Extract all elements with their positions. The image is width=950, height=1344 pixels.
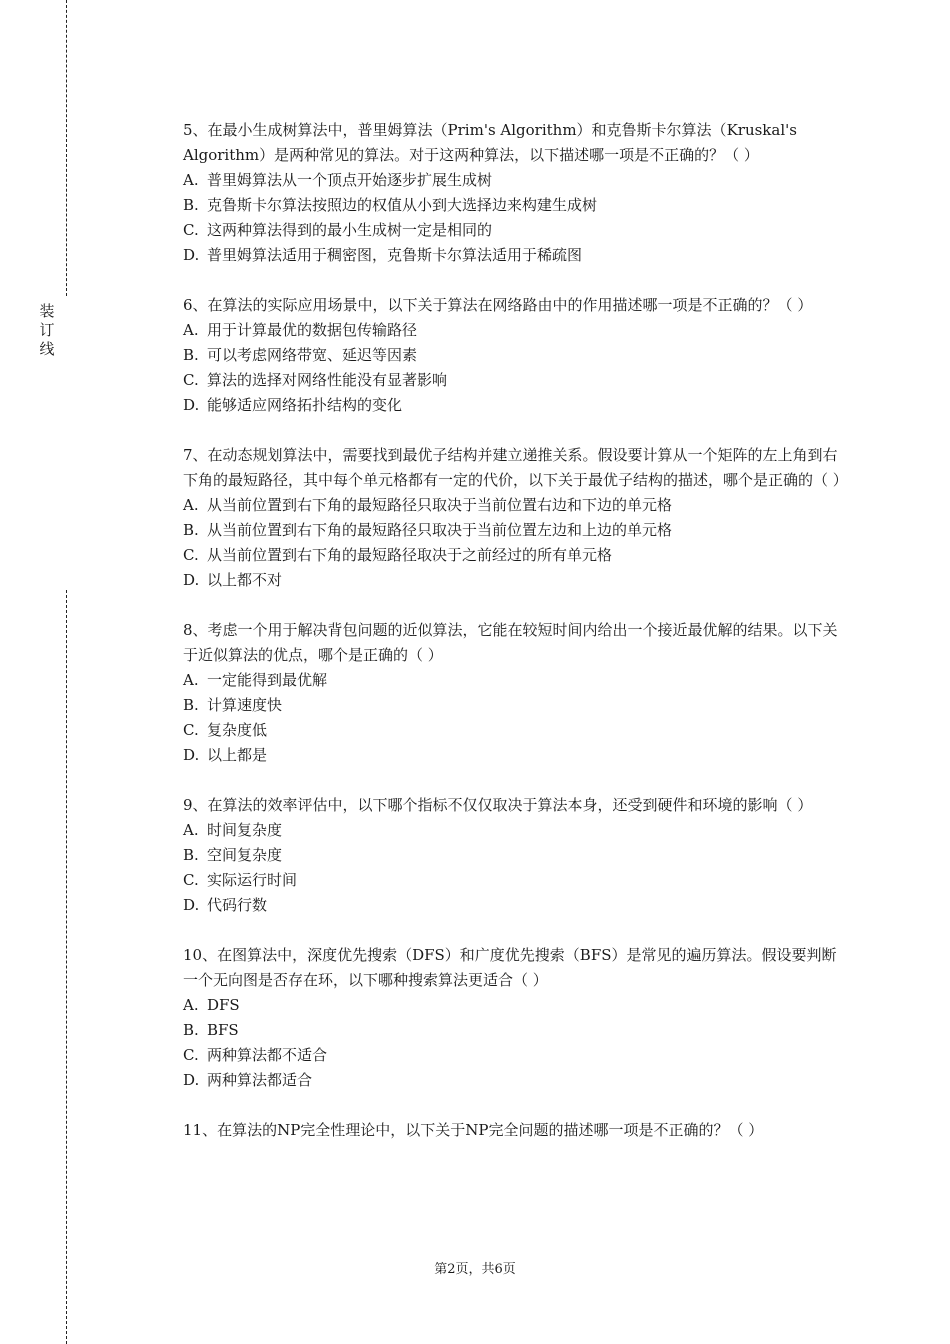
option-letter: D. <box>183 896 200 914</box>
option-letter: D. <box>183 396 200 414</box>
question-stem: 7、在动态规划算法中，需要找到最优子结构并建立递推关系。假设要计算从一个矩阵的左上角到右下角的最短路径，其中每个单元格都有一定的代价，以下关于最优子结构的描述，哪个是正确的（ ） <box>183 446 848 489</box>
option-item <box>183 743 851 768</box>
option-item <box>183 543 851 568</box>
option-text: 计算速度快 <box>207 696 283 714</box>
option-text: 用于计算最优的数据包传输路径 <box>207 321 418 339</box>
option-item <box>183 993 851 1018</box>
page-footer: 第2页，共6页 <box>434 1262 516 1277</box>
option-letter: C. <box>183 221 199 239</box>
option-list <box>183 993 851 1093</box>
option-letter: A. <box>183 496 199 514</box>
option-text: 普里姆算法从一个顶点开始逐步扩展生成树 <box>207 171 493 189</box>
binding-label: 装订线 <box>39 302 55 358</box>
question-stem: 10、在图算法中，深度优先搜索（DFS）和广度优先搜索（BFS）是常见的遍历算法。假设要判断一个无向图是否存在环，以下哪种搜索算法更适合（ ） <box>183 946 837 989</box>
option-item <box>183 1018 851 1043</box>
option-letter: B. <box>183 846 199 864</box>
option-letter: A. <box>183 171 199 189</box>
option-item <box>183 168 851 193</box>
option-text: BFS <box>207 1021 239 1039</box>
question-stem: 9、在算法的效率评估中，以下哪个指标不仅仅取决于算法本身，还受到硬件和环境的影响（ ） <box>183 796 813 814</box>
option-item <box>183 243 851 268</box>
question-block <box>183 943 851 1093</box>
option-item <box>183 343 851 368</box>
option-text: 一定能得到最优解 <box>207 671 328 689</box>
option-text: 算法的选择对网络性能没有显著影响 <box>207 371 448 389</box>
option-text: 复杂度低 <box>207 721 268 739</box>
option-letter: C. <box>183 871 199 889</box>
question-block <box>183 618 851 768</box>
option-list <box>183 668 851 768</box>
question-list <box>183 118 851 1168</box>
option-text: 从当前位置到右下角的最短路径取决于之前经过的所有单元格 <box>207 546 613 564</box>
option-letter: A. <box>183 671 199 689</box>
option-text: DFS <box>207 996 240 1014</box>
option-text: 以上都不对 <box>207 571 283 589</box>
option-text: 两种算法都适合 <box>207 1071 313 1089</box>
option-letter: D. <box>183 1071 200 1089</box>
option-letter: C. <box>183 721 199 739</box>
option-text: 两种算法都不适合 <box>207 1046 328 1064</box>
option-item <box>183 368 851 393</box>
option-list <box>183 318 851 418</box>
option-text: 代码行数 <box>207 896 268 914</box>
option-text: 克鲁斯卡尔算法按照边的权值从小到大选择边来构建生成树 <box>207 196 598 214</box>
option-text: 从当前位置到右下角的最短路径只取决于当前位置右边和下边的单元格 <box>207 496 673 514</box>
option-item <box>183 818 851 843</box>
option-letter: C. <box>183 1046 199 1064</box>
option-text: 普里姆算法适用于稠密图，克鲁斯卡尔算法适用于稀疏图 <box>207 246 583 264</box>
binding-line-bottom <box>66 590 67 1344</box>
option-text: 空间复杂度 <box>207 846 283 864</box>
option-list <box>183 168 851 268</box>
option-letter: D. <box>183 571 200 589</box>
option-item <box>183 1043 851 1068</box>
option-letter: B. <box>183 1021 199 1039</box>
option-item <box>183 718 851 743</box>
option-letter: A. <box>183 821 199 839</box>
option-text: 实际运行时间 <box>207 871 298 889</box>
option-letter: B. <box>183 346 199 364</box>
question-block <box>183 443 851 593</box>
option-text: 能够适应网络拓扑结构的变化 <box>207 396 403 414</box>
option-item <box>183 218 851 243</box>
option-item <box>183 1068 851 1093</box>
option-item <box>183 568 851 593</box>
option-item <box>183 193 851 218</box>
option-item <box>183 868 851 893</box>
option-letter: C. <box>183 371 199 389</box>
question-block <box>183 293 851 418</box>
question-stem: 11、在算法的NP完全性理论中，以下关于NP完全问题的描述哪一项是不正确的？（ ） <box>183 1121 764 1139</box>
option-item <box>183 518 851 543</box>
option-letter: B. <box>183 521 199 539</box>
option-item <box>183 843 851 868</box>
option-item <box>183 393 851 418</box>
option-text: 从当前位置到右下角的最短路径只取决于当前位置左边和上边的单元格 <box>207 521 673 539</box>
option-text: 可以考虑网络带宽、延迟等因素 <box>207 346 418 364</box>
option-item <box>183 493 851 518</box>
option-letter: D. <box>183 246 200 264</box>
option-letter: A. <box>183 321 199 339</box>
option-item <box>183 693 851 718</box>
option-text: 以上都是 <box>207 746 268 764</box>
option-letter: D. <box>183 746 200 764</box>
question-stem: 6、在算法的实际应用场景中，以下关于算法在网络路由中的作用描述哪一项是不正确的？（ ） <box>183 296 813 314</box>
question-stem: 5、在最小生成树算法中，普里姆算法（Prim's Algorithm）和克鲁斯卡尔算法（Kruskal's Algorithm）是两种常见的算法。对于这两种算法，以下描述哪一项是不正确的？（ ） <box>183 121 797 164</box>
option-text: 时间复杂度 <box>207 821 283 839</box>
option-list <box>183 493 851 593</box>
option-list <box>183 818 851 918</box>
option-text: 这两种算法得到的最小生成树一定是相同的 <box>207 221 493 239</box>
option-item <box>183 893 851 918</box>
binding-line-top <box>66 0 67 296</box>
question-block <box>183 118 851 268</box>
question-block <box>183 1118 851 1143</box>
option-letter: B. <box>183 696 199 714</box>
option-item <box>183 668 851 693</box>
question-block <box>183 793 851 918</box>
option-letter: A. <box>183 996 199 1014</box>
question-stem: 8、考虑一个用于解决背包问题的近似算法，它能在较短时间内给出一个接近最优解的结果。以下关于近似算法的优点，哪个是正确的（ ） <box>183 621 838 664</box>
option-letter: C. <box>183 546 199 564</box>
option-item <box>183 318 851 343</box>
option-letter: B. <box>183 196 199 214</box>
